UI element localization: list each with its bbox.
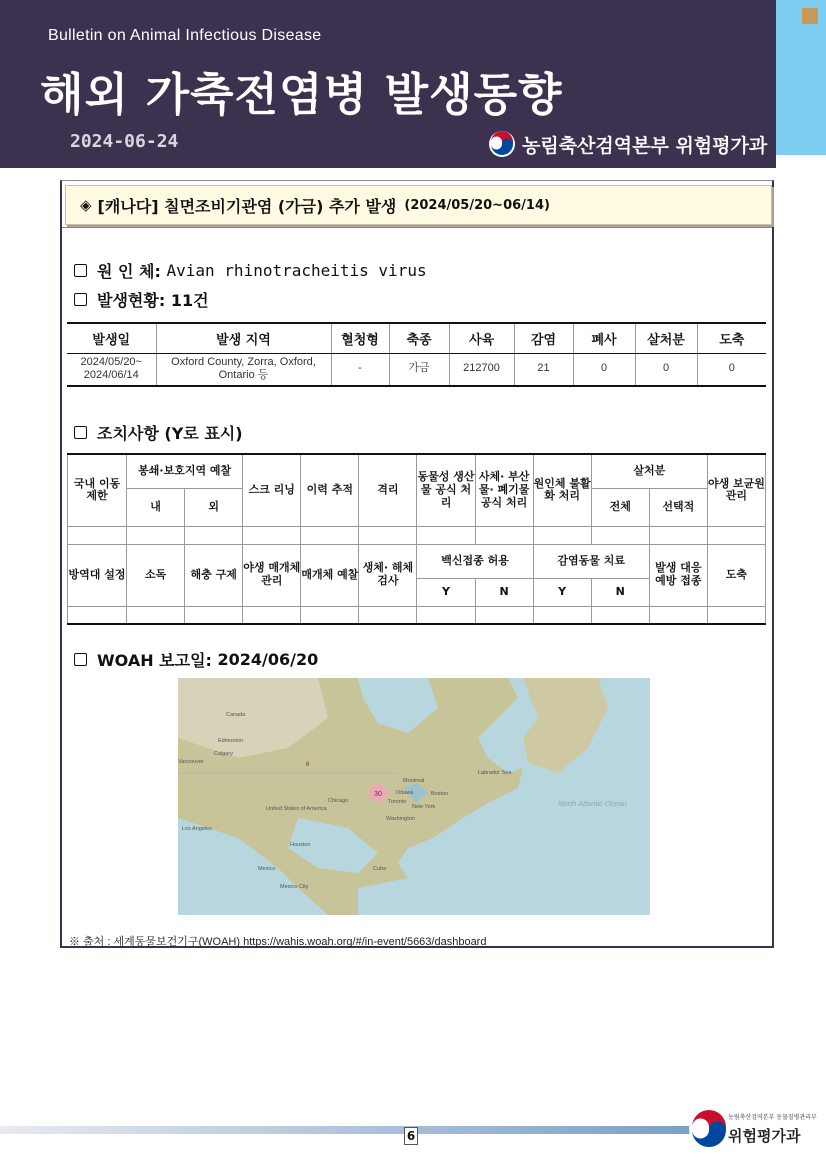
m-slaughter: 도축 bbox=[707, 544, 765, 606]
col-header: 발생일 bbox=[67, 323, 156, 353]
col-header: 감염 bbox=[514, 323, 573, 353]
col-header: 발생 지역 bbox=[156, 323, 331, 353]
m-treatment-y: Y bbox=[533, 578, 591, 606]
table-row bbox=[67, 353, 766, 386]
m-wild-mgmt: 야생 보균원 관리 bbox=[707, 454, 765, 526]
m-disinfect: 소독 bbox=[127, 544, 185, 606]
footer-org: 농림축산검역본부 동물질병관리부 bbox=[728, 1114, 817, 1121]
m-trace: 이력 추적 bbox=[301, 454, 359, 526]
m-vaccine-n: N bbox=[475, 578, 533, 606]
map-label: Canada bbox=[226, 712, 246, 718]
m-movement: 국내 이동 제한 bbox=[68, 454, 127, 526]
m-vector-surv: 매개체 예찰 bbox=[301, 544, 359, 606]
other-count: 6 bbox=[306, 762, 310, 768]
map-label: Houston bbox=[290, 842, 311, 848]
pathogen-label: 원 인 체: bbox=[97, 262, 161, 281]
m-products: 동물성 생산물 공식 처리 bbox=[417, 454, 475, 526]
cell-date bbox=[67, 353, 156, 386]
cell-species: 가금 bbox=[389, 353, 449, 386]
status-value: 11건 bbox=[170, 291, 209, 310]
m-carcass: 사체· 부산물· 폐기물 공식 처리 bbox=[475, 454, 533, 526]
checkbox-bullet-icon bbox=[74, 293, 87, 306]
map-label: Labrador Sea bbox=[478, 770, 512, 776]
col-header: 폐사 bbox=[573, 323, 635, 353]
map-label: Chicago bbox=[328, 798, 349, 804]
map-label: Mexico City bbox=[280, 884, 309, 890]
region-line1: Oxford County, Zorra, Oxford, bbox=[171, 355, 316, 368]
m-selective: 선택적 bbox=[649, 488, 707, 526]
m-all: 전체 bbox=[591, 488, 649, 526]
map-label: Montreal bbox=[403, 778, 425, 784]
map-label: Vancouver bbox=[178, 759, 204, 765]
taegeuk-footer-logo-icon bbox=[688, 1108, 730, 1150]
cell-serotype: - bbox=[331, 353, 389, 386]
accent-square bbox=[802, 8, 818, 24]
cell-region bbox=[156, 353, 331, 386]
m-vaccine: 백신접종 허용 bbox=[417, 544, 533, 578]
cell-dead: 0 bbox=[573, 353, 635, 386]
checkbox-bullet-icon bbox=[74, 426, 87, 439]
map-label: Calgary bbox=[214, 751, 233, 757]
m-outside: 외 bbox=[185, 488, 243, 526]
woah-value: 2024/06/20 bbox=[217, 650, 319, 669]
source-note: ※ 출처 : 세계동물보건기구(WOAH) https://wahis.woah.org/#/in-event/5663/dashboard bbox=[69, 936, 487, 948]
woah-line bbox=[74, 648, 318, 671]
map-label: Washington bbox=[386, 816, 415, 822]
blank-row bbox=[68, 526, 766, 544]
map-label: Mexico bbox=[258, 866, 276, 872]
footer-bar bbox=[0, 1126, 690, 1134]
section-title: [캐나다] 칠면조비기관염 (가금) 추가 발생 bbox=[97, 196, 397, 216]
status-label: 발생현황: bbox=[97, 291, 166, 310]
page-number: 6 bbox=[404, 1127, 418, 1145]
m-pest: 해충 구제 bbox=[185, 544, 243, 606]
map-label: Ottawa bbox=[396, 790, 414, 796]
checkbox-bullet-icon bbox=[74, 264, 87, 277]
map-label: Toronto bbox=[388, 799, 407, 805]
measures-line bbox=[74, 421, 243, 444]
m-containment: 봉쇄·보호지역 예찰 bbox=[127, 454, 243, 488]
map-svg bbox=[178, 678, 650, 915]
diamond-bullet-icon: ◈ bbox=[80, 196, 92, 214]
measures-table bbox=[67, 453, 766, 625]
divider bbox=[62, 227, 772, 228]
map-label: North Atlantic Ocean bbox=[558, 799, 627, 808]
date-end: 2024/06/14 bbox=[83, 369, 139, 382]
date-start: 2024/05/20~ bbox=[80, 355, 142, 368]
m-wildlife-test: 생체· 해체 검사 bbox=[359, 544, 417, 606]
table-header-row bbox=[67, 323, 766, 353]
m-culling: 살처분 bbox=[591, 454, 707, 488]
header-accent-strip bbox=[776, 0, 826, 155]
cell-culled: 0 bbox=[635, 353, 697, 386]
m-treatment: 감염동물 치료 bbox=[533, 544, 649, 578]
m-inactivation: 원인체 불활화 처리 bbox=[533, 454, 591, 526]
woah-label: WOAH 보고일: bbox=[97, 651, 212, 670]
m-prevent: 발생 대응 예방 접종 bbox=[649, 544, 707, 606]
map-label: New York bbox=[412, 804, 436, 810]
cell-infected: 21 bbox=[514, 353, 573, 386]
report-box bbox=[60, 180, 774, 948]
outbreak-map bbox=[178, 678, 650, 915]
section-title-bar bbox=[65, 185, 772, 225]
page-header bbox=[0, 0, 776, 168]
cell-raised: 212700 bbox=[449, 353, 514, 386]
checkbox-bullet-icon bbox=[74, 653, 87, 666]
col-header: 축종 bbox=[389, 323, 449, 353]
m-screening: 스크 리닝 bbox=[243, 454, 301, 526]
org-block bbox=[488, 130, 767, 158]
region-line2: Ontario 등 bbox=[218, 369, 269, 382]
cell-slaughtered: 0 bbox=[697, 353, 766, 386]
m-quarantine: 격리 bbox=[359, 454, 417, 526]
footer-dept: 위험평가과 bbox=[728, 1127, 801, 1145]
col-header: 도축 bbox=[697, 323, 766, 353]
pathogen-line bbox=[74, 259, 427, 282]
section-period: (2024/05/20~06/14) bbox=[404, 197, 550, 213]
outbreak-table bbox=[67, 322, 766, 387]
pathogen-value: Avian rhinotracheitis virus bbox=[166, 261, 427, 280]
cluster-count: 30 bbox=[374, 791, 382, 798]
col-header: 사육 bbox=[449, 323, 514, 353]
m-treatment-n: N bbox=[591, 578, 649, 606]
status-line bbox=[74, 288, 209, 311]
m-vaccine-y: Y bbox=[417, 578, 475, 606]
m-zone: 방역대 설정 bbox=[68, 544, 127, 606]
map-label: Boston bbox=[431, 791, 449, 797]
bulletin-date: 2024-06-24 bbox=[70, 131, 179, 152]
bulletin-english-title: Bulletin on Animal Infectious Disease bbox=[48, 27, 322, 44]
m-wild-vector: 야생 매개체 관리 bbox=[243, 544, 301, 606]
col-header: 살처분 bbox=[635, 323, 697, 353]
col-header: 혈청형 bbox=[331, 323, 389, 353]
m-inside: 내 bbox=[127, 488, 185, 526]
map-label: United States of America bbox=[266, 806, 327, 812]
map-label: Los Angeles bbox=[182, 826, 212, 832]
taegeuk-logo-icon bbox=[488, 130, 516, 158]
blank-row bbox=[68, 606, 766, 624]
map-label: Edmonton bbox=[218, 738, 244, 744]
measures-label: 조치사항 (Y로 표시) bbox=[97, 424, 243, 443]
bulletin-korean-title: 해외 가축전염병 발생동향 bbox=[40, 68, 563, 121]
org-name: 농림축산검역본부 위험평가과 bbox=[522, 134, 768, 157]
map-label: Cuba bbox=[373, 866, 387, 872]
